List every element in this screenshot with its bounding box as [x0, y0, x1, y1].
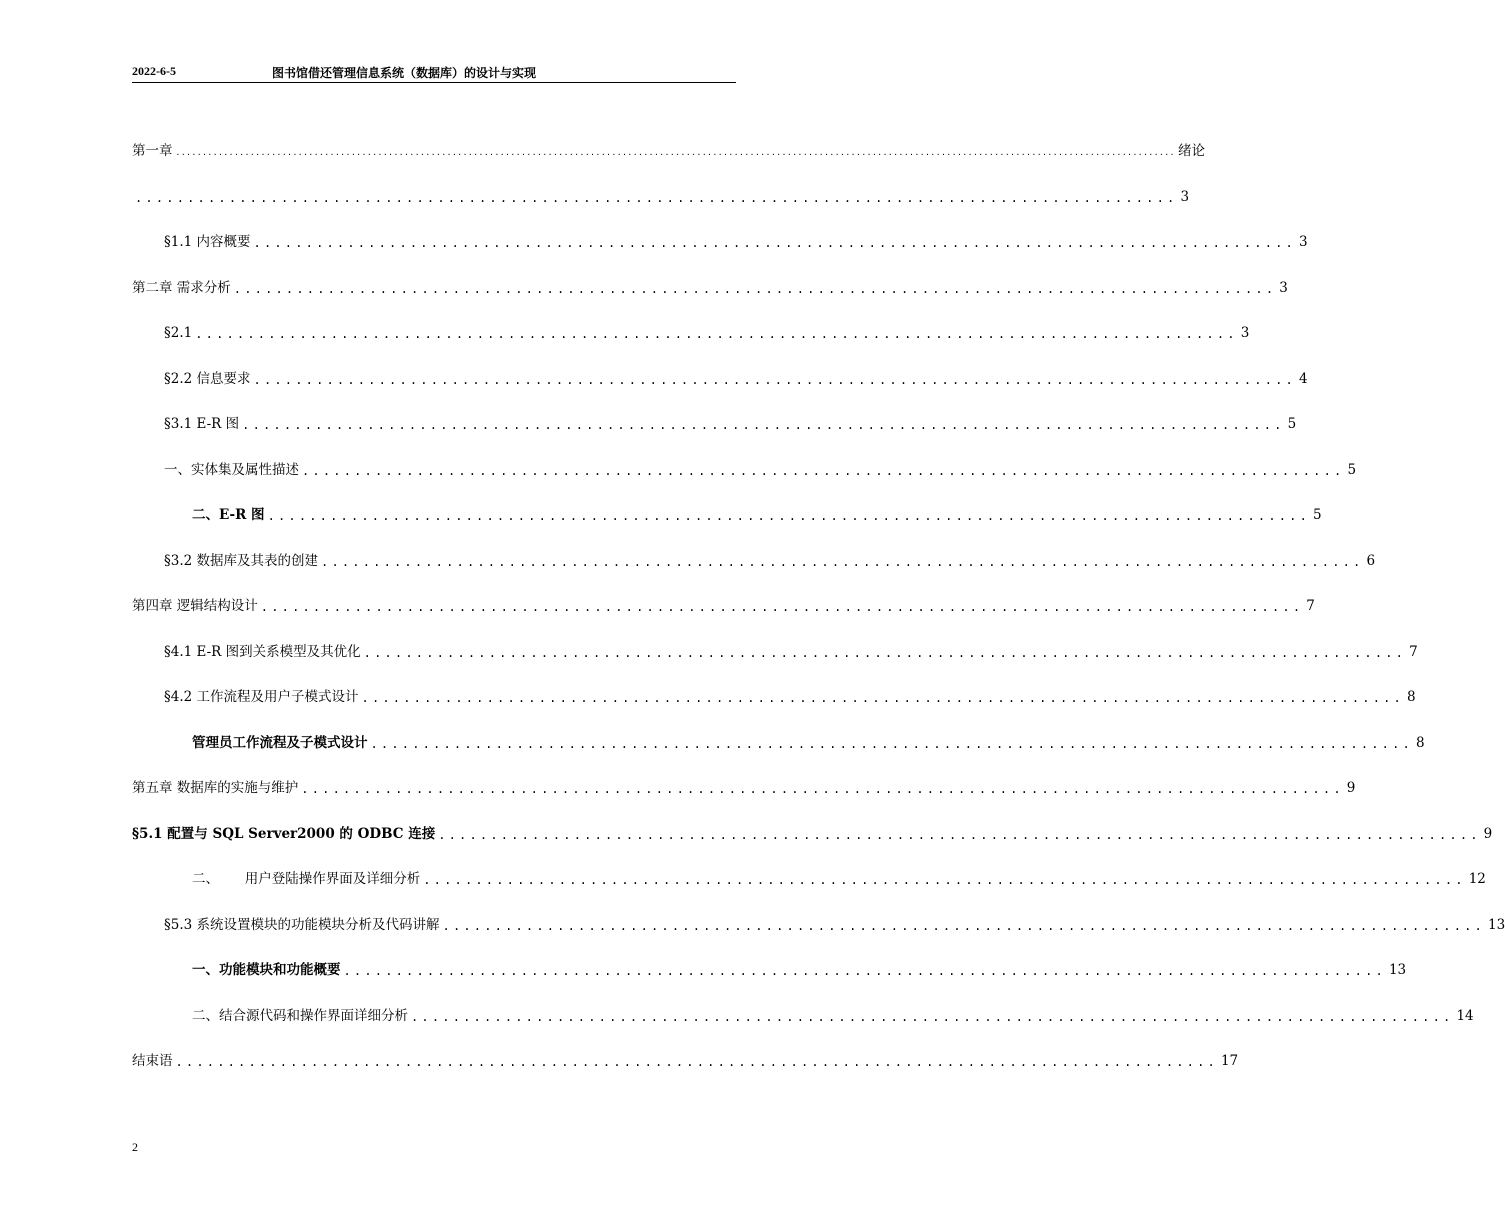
toc-entry-page: 5 — [1287, 416, 1297, 432]
toc-entry-label: §4.1 E-R 图到关系模型及其优化 — [164, 644, 361, 660]
toc-leader: .................................................................................................... — [260, 600, 1304, 614]
toc-entry-label: 管理员工作流程及子模式设计 — [192, 735, 368, 751]
toc-entry-label: 二、结合源代码和操作界面详细分析 — [192, 1008, 408, 1024]
toc-leader: .................................................................................................... — [233, 282, 1277, 296]
toc-entry-page: 4 — [1298, 371, 1308, 387]
toc-leader: .................................................................................................... — [175, 1055, 1218, 1069]
toc-leader: .................................................................................................... — [253, 236, 1296, 250]
toc-leader: .................................................................................................... — [361, 691, 1404, 705]
toc-entry-page: 绪论 — [1177, 143, 1205, 159]
toc-entry[interactable] — [164, 684, 1416, 706]
toc-entry-page: 3 — [1240, 325, 1250, 341]
toc-entry[interactable] — [132, 1048, 1239, 1070]
toc-entry-label: 第五章 数据库的实施与维护 — [132, 780, 299, 796]
toc-entry-label: §4.2 工作流程及用户子模式设计 — [164, 689, 359, 705]
header-date: 2022-6-5 — [132, 64, 176, 78]
toc-leader: .................................................................................................... — [363, 646, 1407, 660]
toc-entry[interactable] — [132, 275, 1288, 297]
toc-entry[interactable] — [132, 138, 1205, 160]
toc-leader: .................................................................................................... — [301, 782, 1344, 796]
page-header — [132, 62, 736, 83]
toc-leader: .................................................................................................... — [242, 418, 1285, 432]
toc-entry[interactable] — [192, 866, 1486, 888]
toc-entry[interactable] — [164, 411, 1297, 433]
toc-entry-page: 9 — [1483, 826, 1493, 842]
toc-entry-label: 二、E-R 图 — [192, 507, 265, 523]
toc-entry[interactable] — [164, 320, 1250, 342]
toc-entry[interactable] — [164, 639, 1418, 661]
toc-entry-page: 3 — [1279, 280, 1288, 296]
toc-leader: .................................................................................................... — [135, 191, 1178, 205]
toc-entry-page: 3 — [1180, 189, 1190, 205]
toc-entry-label: 第二章 需求分析 — [132, 280, 231, 296]
toc-entry-page: 13 — [1388, 962, 1407, 978]
toc-entry-page: 8 — [1415, 735, 1425, 751]
toc-entry[interactable] — [164, 366, 1308, 388]
toc-entry-page: 7 — [1306, 598, 1315, 614]
toc-leader: .................................................................................................... — [438, 828, 1481, 842]
toc-entry-page: 14 — [1456, 1008, 1474, 1024]
toc-leader: .................................................................................................... — [321, 555, 1364, 569]
toc-leader: ............................................................................................................................................................................................ — [175, 148, 1175, 157]
toc-leader: .................................................................................................... — [253, 373, 1296, 387]
toc-entry[interactable] — [132, 821, 1493, 843]
toc-entry-label: 结束语 — [132, 1053, 173, 1069]
toc-entry-label: 二、 用户登陆操作界面及详细分析 — [192, 871, 421, 887]
toc-entry[interactable] — [164, 229, 1308, 251]
toc-entry-page: 17 — [1220, 1053, 1239, 1069]
toc-entry[interactable] — [192, 1003, 1474, 1025]
toc-entry-label: 第一章 — [132, 143, 173, 159]
toc-leader: .................................................................................................... — [267, 509, 1311, 523]
toc-leader: .................................................................................................... — [411, 1010, 1454, 1024]
page-number: 2 — [132, 1140, 138, 1154]
toc-leader: .................................................................................................... — [442, 919, 1485, 933]
toc-entry-page: 7 — [1409, 644, 1418, 660]
toc-entry-page: 8 — [1406, 689, 1416, 705]
toc-entry-label: 一、实体集及属性描述 — [164, 462, 299, 478]
toc-leader: .................................................................................................... — [370, 737, 1413, 751]
toc-entry[interactable] — [192, 730, 1425, 752]
toc-entry[interactable] — [164, 457, 1357, 479]
toc-entry[interactable] — [132, 593, 1315, 615]
toc-entry-label: 第四章 逻辑结构设计 — [132, 598, 258, 614]
toc-entry-page: 9 — [1346, 780, 1356, 796]
header-title: 图书馆借还管理信息系统（数据库）的设计与实现 — [272, 66, 537, 80]
toc-entry[interactable] — [164, 912, 1505, 934]
toc-entry-page: 5 — [1313, 507, 1322, 523]
toc-entry-label: §5.1 配置与 SQL Server2000 的 ODBC 连接 — [132, 826, 436, 842]
toc-entry-label: §1.1 内容概要 — [164, 234, 251, 250]
toc-entry-page: 12 — [1468, 871, 1486, 887]
toc-entry[interactable] — [192, 957, 1407, 979]
toc-entry[interactable] — [164, 548, 1376, 570]
toc-leader: .................................................................................................... — [302, 464, 1345, 478]
toc-entry-page: 13 — [1487, 917, 1505, 933]
toc-entry[interactable] — [132, 775, 1356, 797]
toc-entry-label: §3.2 数据库及其表的创建 — [164, 553, 319, 569]
toc-entry[interactable] — [132, 184, 1190, 206]
toc-entry-label: §5.3 系统设置模块的功能模块分析及代码讲解 — [164, 917, 440, 933]
toc-entry-label: §3.1 E-R 图 — [164, 416, 240, 432]
toc-leader: .................................................................................................... — [195, 327, 1238, 341]
toc-entry-label: §2.2 信息要求 — [164, 371, 251, 387]
toc-leader: .................................................................................................... — [343, 964, 1386, 978]
toc-entry-label: §2.1 — [164, 325, 193, 341]
toc-entry-page: 5 — [1347, 462, 1357, 478]
toc-entry-page: 6 — [1366, 553, 1376, 569]
toc-entry-label: 一、功能模块和功能概要 — [192, 962, 341, 978]
toc-entry[interactable] — [192, 502, 1322, 524]
toc-leader: .................................................................................................... — [423, 873, 1466, 887]
toc-entry-page: 3 — [1298, 234, 1308, 250]
